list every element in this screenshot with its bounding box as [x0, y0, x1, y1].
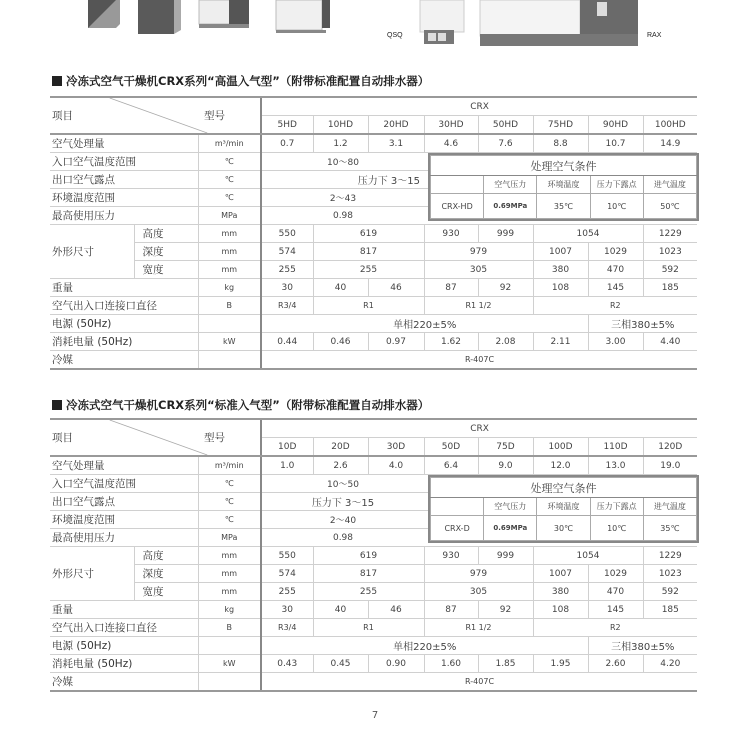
section-title-standard [52, 397, 429, 413]
spec-table-high-temp [50, 96, 697, 370]
model-50d: 50D [424, 438, 478, 457]
unit-cell [198, 315, 261, 333]
value-cell: 3.1 [368, 134, 424, 153]
model-20hd: 20HD [368, 116, 424, 135]
value-cell: 1229 [643, 547, 697, 565]
value-cell: 1.2 [313, 134, 368, 153]
row-power [50, 637, 697, 655]
value-cell: 817 [313, 243, 424, 261]
value-cell: R3/4 [261, 297, 313, 315]
value-cell: 46 [368, 601, 424, 619]
unit-cell: mm [198, 565, 261, 583]
unit-cell: ℃ [198, 493, 261, 511]
value-cell: R1 [313, 619, 424, 637]
row-label: 入口空气温度范围 [50, 475, 198, 493]
diagonal-line [50, 420, 260, 455]
value-cell: 1054 [533, 547, 643, 565]
row-sublabel: 深度 [134, 565, 198, 583]
conditions-value: 0.69MPa [484, 194, 537, 219]
row-label: 空气出入口连接口直径 [50, 297, 198, 315]
value-cell: 14.9 [643, 134, 697, 153]
conditions-header: 压力下露点 [590, 498, 643, 516]
row-label: 电源 (50Hz) [50, 637, 198, 655]
row-sublabel: 高度 [134, 547, 198, 565]
value-cell: 0.43 [261, 655, 313, 673]
unit-cell: mm [198, 225, 261, 243]
photo-label-qsq: QSQ [387, 32, 403, 39]
square-bullet-icon [52, 400, 62, 410]
value-cell: 1.0 [261, 456, 313, 475]
section-title-high-temp [52, 73, 429, 89]
conditions-value: 50℃ [643, 194, 696, 219]
value-cell: 2.60 [588, 655, 643, 673]
value-cell: R2 [533, 619, 697, 637]
value-cell: 550 [261, 225, 313, 243]
value-cell: 40 [313, 601, 368, 619]
value-cell: 145 [588, 601, 643, 619]
value-cell: 8.8 [533, 134, 588, 153]
conditions-box-d [428, 475, 699, 543]
row-sublabel: 宽度 [134, 261, 198, 279]
model-50hd: 50HD [478, 116, 533, 135]
unit-cell: m³/min [198, 456, 261, 475]
value-cell: 185 [643, 279, 697, 297]
row-label: 空气处理量 [50, 456, 198, 475]
value-cell: 470 [588, 261, 643, 279]
conditions-value: 35℃ [643, 516, 696, 541]
row-air-flow [50, 134, 697, 153]
value-cell: 2.08 [478, 333, 533, 351]
value-cell: 4.0 [368, 456, 424, 475]
row-port [50, 297, 697, 315]
value-cell: 46 [368, 279, 424, 297]
value-cell: 3.00 [588, 333, 643, 351]
conditions-header: 进气温度 [643, 498, 696, 516]
value-cell: 1229 [643, 225, 697, 243]
unit-cell [198, 351, 261, 370]
conditions-blank [431, 498, 484, 516]
conditions-value: 0.69MPa [484, 516, 537, 541]
value-cell: 2～43 [261, 189, 424, 207]
value-cell: 1.62 [424, 333, 478, 351]
corner-model-label: 型号 [204, 110, 225, 122]
value-cell: 87 [424, 601, 478, 619]
value-cell: 30 [261, 601, 313, 619]
row-sublabel: 宽度 [134, 583, 198, 601]
row-label: 最高使用压力 [50, 207, 198, 225]
row-label: 空气处理量 [50, 134, 198, 153]
row-label: 环境温度范围 [50, 511, 198, 529]
model-20d: 20D [313, 438, 368, 457]
value-cell: 1054 [533, 225, 643, 243]
row-sublabel: 深度 [134, 243, 198, 261]
value-cell: 999 [478, 225, 533, 243]
unit-cell [198, 637, 261, 655]
unit-cell: ℃ [198, 475, 261, 493]
value-cell: 7.6 [478, 134, 533, 153]
square-bullet-icon [52, 76, 62, 86]
page-number: 7 [371, 710, 379, 721]
model-110d: 110D [588, 438, 643, 457]
conditions-value: 30℃ [537, 516, 590, 541]
value-cell: 4.40 [643, 333, 697, 351]
value-cell: R1 1/2 [424, 619, 533, 637]
value-cell: 92 [478, 279, 533, 297]
row-weight [50, 601, 697, 619]
value-cell: 255 [261, 583, 313, 601]
conditions-title: 处理空气条件 [431, 478, 697, 498]
unit-cell: ℃ [198, 189, 261, 207]
value-cell: 12.0 [533, 456, 588, 475]
row-depth [50, 243, 697, 261]
conditions-header: 空气压力 [484, 176, 537, 194]
conditions-model: CRX-HD [431, 194, 484, 219]
value-cell: 1.85 [478, 655, 533, 673]
corner-item-label: 项目 [52, 110, 73, 122]
row-width [50, 261, 697, 279]
model-120d: 120D [643, 438, 697, 457]
value-cell: 1007 [533, 565, 588, 583]
value-cell: 255 [261, 261, 313, 279]
value-cell: R1 [313, 297, 424, 315]
row-label: 重量 [50, 601, 198, 619]
conditions-header: 空气压力 [484, 498, 537, 516]
model-75hd: 75HD [533, 116, 588, 135]
series-header: CRX [261, 97, 697, 116]
unit-cell: B [198, 619, 261, 637]
row-depth [50, 565, 697, 583]
unit-cell: ℃ [198, 153, 261, 171]
value-cell: 574 [261, 243, 313, 261]
conditions-value: 10℃ [590, 516, 643, 541]
row-label: 出口空气露点 [50, 171, 198, 189]
value-cell: 三相380±5% [588, 637, 697, 655]
conditions-box-hd [428, 153, 699, 221]
unit-cell: MPa [198, 529, 261, 547]
unit-cell: m³/min [198, 134, 261, 153]
corner-model-label: 型号 [204, 432, 225, 444]
value-cell: 10～50 [261, 475, 424, 493]
value-cell: R-407C [261, 673, 697, 692]
value-cell: 10.7 [588, 134, 643, 153]
value-cell: 619 [313, 225, 424, 243]
unit-cell: B [198, 297, 261, 315]
row-weight [50, 279, 697, 297]
corner-header [50, 419, 261, 456]
value-cell: 87 [424, 279, 478, 297]
model-75d: 75D [478, 438, 533, 457]
value-cell: 0.46 [313, 333, 368, 351]
section-title-text: 冷冻式空气干燥机CRX系列“标准入气型”（附带标准配置自动排水器） [66, 398, 430, 412]
diagonal-line [50, 98, 260, 133]
product-photos [0, 0, 750, 70]
value-cell: 185 [643, 601, 697, 619]
header-row-series [50, 419, 697, 438]
value-cell: 13.0 [588, 456, 643, 475]
row-sublabel: 高度 [134, 225, 198, 243]
model-90hd: 90HD [588, 116, 643, 135]
value-cell: 108 [533, 279, 588, 297]
row-label: 最高使用压力 [50, 529, 198, 547]
value-cell: 0.7 [261, 134, 313, 153]
value-cell: 1.95 [533, 655, 588, 673]
unit-cell: mm [198, 583, 261, 601]
row-label: 消耗电量 (50Hz) [50, 333, 198, 351]
model-30hd: 30HD [424, 116, 478, 135]
value-cell: 592 [643, 261, 697, 279]
unit-cell: ℃ [198, 511, 261, 529]
conditions-header: 进气温度 [643, 176, 696, 194]
value-cell: 19.0 [643, 456, 697, 475]
row-label-dimensions: 外形尺寸 [50, 547, 134, 601]
product-images [0, 0, 750, 70]
value-cell: 380 [533, 261, 588, 279]
unit-cell: MPa [198, 207, 261, 225]
row-label: 冷媒 [50, 673, 198, 692]
row-label: 空气出入口连接口直径 [50, 619, 198, 637]
row-height [50, 225, 697, 243]
value-cell: 2.6 [313, 456, 368, 475]
value-cell: 305 [424, 261, 533, 279]
row-label: 重量 [50, 279, 198, 297]
value-cell: 92 [478, 601, 533, 619]
unit-cell: kg [198, 279, 261, 297]
value-cell: 40 [313, 279, 368, 297]
unit-cell: mm [198, 243, 261, 261]
value-cell: 0.97 [368, 333, 424, 351]
row-label: 入口空气温度范围 [50, 153, 198, 171]
value-cell: R-407C [261, 351, 697, 370]
series-header: CRX [261, 419, 697, 438]
row-height [50, 547, 697, 565]
value-cell: 592 [643, 583, 697, 601]
row-label: 环境温度范围 [50, 189, 198, 207]
value-cell: 255 [313, 583, 424, 601]
unit-cell: kg [198, 601, 261, 619]
value-cell: 930 [424, 547, 478, 565]
value-cell: 979 [424, 243, 533, 261]
row-label: 电源 (50Hz) [50, 315, 198, 333]
value-cell: R1 1/2 [424, 297, 533, 315]
model-100d: 100D [533, 438, 588, 457]
unit-cell [198, 673, 261, 692]
conditions-title: 处理空气条件 [431, 156, 697, 176]
value-cell: 255 [313, 261, 424, 279]
value-cell: 压力下 3～15 [261, 171, 424, 189]
row-refrigerant [50, 673, 697, 692]
corner-item-label: 项目 [52, 432, 73, 444]
value-cell: 1029 [588, 243, 643, 261]
value-cell: 1.60 [424, 655, 478, 673]
value-cell: 1023 [643, 565, 697, 583]
value-cell: 305 [424, 583, 533, 601]
conditions-header: 压力下露点 [590, 176, 643, 194]
row-consumption [50, 655, 697, 673]
value-cell: R3/4 [261, 619, 313, 637]
value-cell: 0.98 [261, 207, 424, 225]
value-cell: 930 [424, 225, 478, 243]
value-cell: 979 [424, 565, 533, 583]
value-cell: 4.6 [424, 134, 478, 153]
value-cell: 1023 [643, 243, 697, 261]
conditions-value: 35℃ [537, 194, 590, 219]
value-cell: 6.4 [424, 456, 478, 475]
value-cell: 619 [313, 547, 424, 565]
value-cell: 30 [261, 279, 313, 297]
conditions-header: 环境温度 [537, 498, 590, 516]
conditions-model: CRX-D [431, 516, 484, 541]
value-cell: 2～40 [261, 511, 424, 529]
photo-label-rax: RAX [647, 32, 662, 39]
value-cell: 108 [533, 601, 588, 619]
value-cell: 817 [313, 565, 424, 583]
unit-cell: ℃ [198, 171, 261, 189]
value-cell: 145 [588, 279, 643, 297]
value-cell: 10～80 [261, 153, 424, 171]
unit-cell: kW [198, 655, 261, 673]
model-30d: 30D [368, 438, 424, 457]
value-cell: 0.44 [261, 333, 313, 351]
value-cell: 999 [478, 547, 533, 565]
row-width [50, 583, 697, 601]
value-cell: 574 [261, 565, 313, 583]
corner-header [50, 97, 261, 134]
conditions-blank [431, 176, 484, 194]
value-cell: 三相380±5% [588, 315, 697, 333]
row-label-dimensions: 外形尺寸 [50, 225, 134, 279]
value-cell: 1029 [588, 565, 643, 583]
spec-table-standard [50, 418, 697, 692]
value-cell: 单相220±5% [261, 637, 588, 655]
model-10d: 10D [261, 438, 313, 457]
row-label: 出口空气露点 [50, 493, 198, 511]
row-consumption [50, 333, 697, 351]
value-cell: 0.45 [313, 655, 368, 673]
row-air-flow [50, 456, 697, 475]
model-5hd: 5HD [261, 116, 313, 135]
value-cell: 380 [533, 583, 588, 601]
row-label: 消耗电量 (50Hz) [50, 655, 198, 673]
conditions-value: 10℃ [590, 194, 643, 219]
unit-cell: mm [198, 261, 261, 279]
header-row-series [50, 97, 697, 116]
value-cell: 550 [261, 547, 313, 565]
value-cell: 0.98 [261, 529, 424, 547]
row-port [50, 619, 697, 637]
unit-cell: kW [198, 333, 261, 351]
row-power [50, 315, 697, 333]
section-title-text: 冷冻式空气干燥机CRX系列“高温入气型”（附带标准配置自动排水器） [66, 74, 430, 88]
model-10hd: 10HD [313, 116, 368, 135]
model-100hd: 100HD [643, 116, 697, 135]
value-cell: 压力下 3～15 [261, 493, 424, 511]
row-label: 冷媒 [50, 351, 198, 370]
value-cell: 2.11 [533, 333, 588, 351]
row-refrigerant [50, 351, 697, 370]
value-cell: 0.90 [368, 655, 424, 673]
value-cell: 单相220±5% [261, 315, 588, 333]
value-cell: 1007 [533, 243, 588, 261]
unit-cell: mm [198, 547, 261, 565]
conditions-header: 环境温度 [537, 176, 590, 194]
value-cell: 9.0 [478, 456, 533, 475]
value-cell: 4.20 [643, 655, 697, 673]
value-cell: R2 [533, 297, 697, 315]
value-cell: 470 [588, 583, 643, 601]
